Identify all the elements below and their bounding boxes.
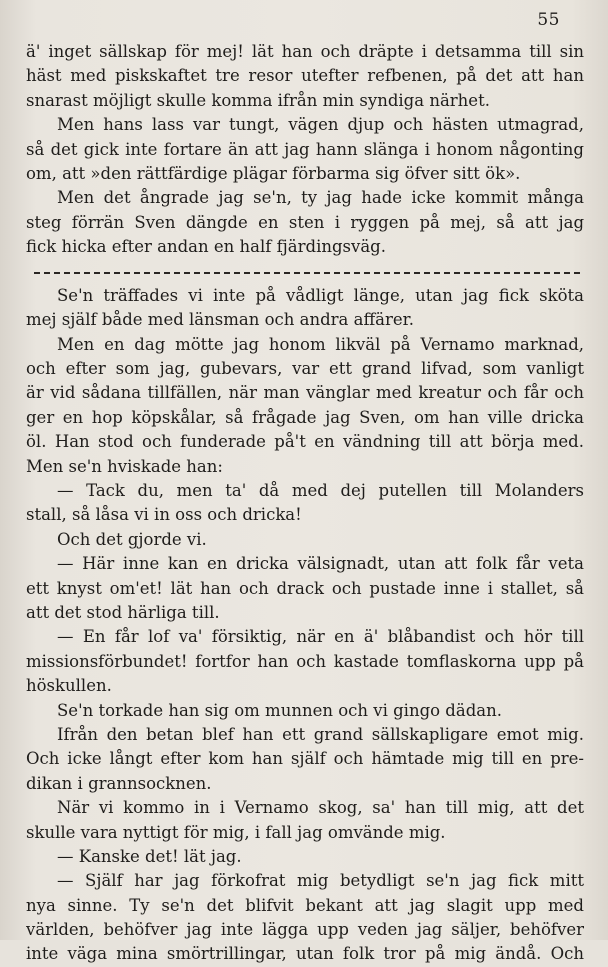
text-line: att det stod härliga till. <box>26 602 220 622</box>
text-line: häst med piskskaftet tre resor utefter refbenen, på det att han <box>26 66 584 86</box>
text-line: nya sinne. Ty se'n det blifvit bekant att jag slagit upp med <box>26 895 584 915</box>
text-line: Se'n torkade han sig om munnen och vi gingo dädan. <box>57 700 502 720</box>
text-line: — Här inne kan en dricka välsignadt, utan att folk får veta <box>57 554 584 574</box>
text-line: Ifrån den betan blef han ett grand sällskapligare emot mig. <box>57 724 584 744</box>
text-line: världen, behöfver jag inte lägga upp veden jag säljer, behöfver <box>26 920 584 940</box>
text-line: Men en dag mötte jag honom likväl på Vernamo marknad, <box>57 334 584 354</box>
text-line: höskullen. <box>26 676 112 696</box>
text-line: — Kanske det! lät jag. <box>57 846 242 866</box>
text-line: Och icke långt efter kom han själf och hämtade mig till en pre- <box>26 749 584 769</box>
text-line: så det gick inte fortare än att jag hann slänga i honom någonting <box>26 139 584 159</box>
text-line: ger en hop köpskålar, så frågade jag Sven, om han ville dricka <box>26 407 584 427</box>
text-line: snarast möjligt skulle komma ifrån min syndiga närhet. <box>26 90 490 110</box>
text-line: När vi kommo in i Vernamo skog, sa' han till mig, att det <box>57 798 584 818</box>
text-line: Men det ångrade jag se'n, ty jag hade icke kommit många <box>57 188 584 208</box>
text-line: mej själf både med länsman och andra affärer. <box>26 310 414 330</box>
text-line: Men se'n hviskade han: <box>26 456 223 476</box>
text-line: ett knyst om'et! lät han och drack och pustade inne i stallet, så <box>26 578 584 598</box>
text-line: öl. Han stod och funderade på't en vändning till att börja med. <box>26 432 584 452</box>
text-line: fick hicka efter andan en half fjärdingsväg. <box>26 237 386 257</box>
text-line: — Tack du, men ta' då med dej putellen till Molanders <box>57 481 584 501</box>
text-line: skulle vara nyttigt för mig, i fall jag omvände mig. <box>26 822 446 842</box>
page-number: 55 <box>537 10 560 30</box>
text-line: Se'n träffades vi inte på vådligt länge, utan jag fick sköta <box>57 285 584 305</box>
text-line: Men hans lass var tungt, vägen djup och hästen utmagrad, <box>57 115 584 135</box>
text-line: inte väga mina smörtrillingar, utan folk tror på mig ändå. Och <box>26 944 584 964</box>
text-line: ä' inget sällskap för mej! lät han och dräpte i detsamma till sin <box>26 42 584 61</box>
section-separator <box>26 260 584 284</box>
text-line: steg förrän Sven dängde en sten i ryggen på mej, så att jag <box>26 212 584 232</box>
text-line: — Själf har jag förkofrat mig betydligt se'n jag fick mitt <box>57 871 584 891</box>
text-line: missionsförbundet! fortfor han och kastade tomflaskorna upp på <box>26 651 584 671</box>
text-line: och efter som jag, gubevars, var ett grand lifvad, som vanligt <box>26 359 584 379</box>
text-line: dikan i grannsocknen. <box>26 773 212 793</box>
body-text <box>26 40 584 967</box>
text-line: är vid sådana tillfällen, när man vänglar med kreatur och får och <box>26 383 584 403</box>
text-line: Och det gjorde vi. <box>57 529 207 549</box>
text-line: stall, så låsa vi in oss och dricka! <box>26 505 302 525</box>
text-line: om, att »den rättfärdige plägar förbarma sig öfver sitt ök». <box>26 163 521 183</box>
text-line: — En får lof va' försiktig, när en ä' blåbandist och hör till <box>57 627 584 647</box>
